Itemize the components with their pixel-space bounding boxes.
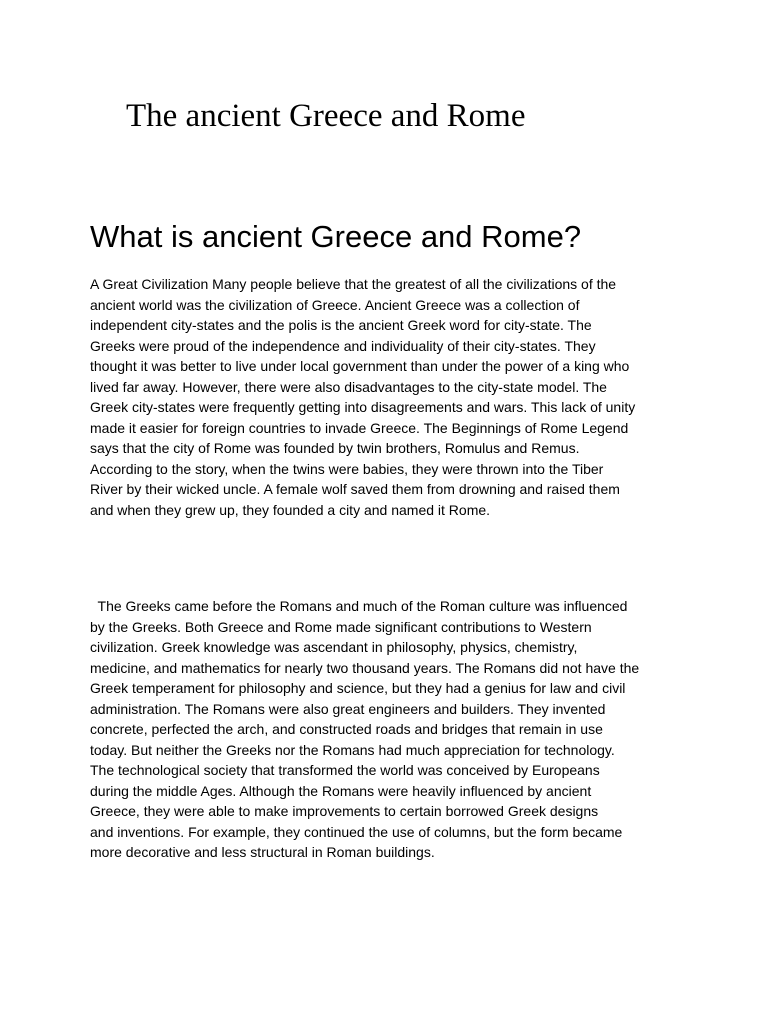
paragraph-line: civilization. Greek knowledge was ascendant in philosophy, physics, chemistry,	[90, 639, 578, 655]
paragraph-line: A Great Civilization Many people believe that the greatest of all the civilizations of the	[90, 276, 617, 292]
section-heading: What is ancient Greece and Rome?	[90, 219, 582, 254]
paragraph-line: says that the city of Rome was founded by twin brothers, Romulus and Remus.	[90, 440, 580, 456]
paragraph-line: today. But neither the Greeks nor the Romans had much appreciation for technology.	[90, 741, 615, 758]
paragraph-1	[90, 274, 690, 520]
paragraph-line: River by their wicked uncle. A female wolf saved them from drowning and raised them	[90, 481, 620, 497]
paragraph-line: thought it was better to live under local government than under the power of a king who	[90, 358, 630, 374]
paragraph-line: lived far away. However, there were also disadvantages to the city-state model. The	[90, 378, 607, 395]
paragraph-line: more decorative and less structural in Roman buildings.	[90, 844, 435, 860]
paragraph-line: Greek city-states were frequently getting into disagreements and wars. This lack of unity	[90, 399, 636, 415]
paragraph-line: The Greeks came before the Romans and much of the Roman culture was influenced	[90, 598, 628, 614]
paragraph-line: and inventions. For example, they continued the use of columns, but the form became	[90, 823, 623, 840]
paragraph-line: medicine, and mathematics for nearly two thousand years. The Romans did not have the	[90, 659, 640, 676]
paragraph-line: Greek temperament for philosophy and science, but they had a genius for law and civil	[90, 680, 626, 696]
paragraph-line: by the Greeks. Both Greece and Rome made significant contributions to Western	[90, 618, 592, 635]
document-title: The ancient Greece and Rome	[126, 98, 526, 134]
paragraph-line: According to the story, when the twins were babies, they were thrown into the Tiber	[90, 460, 604, 477]
paragraph-line: concrete, perfected the arch, and constructed roads and bridges that remain in use	[90, 721, 603, 737]
paragraph-line: Greece, they were able to make improvements to certain borrowed Greek designs	[90, 803, 599, 819]
paragraph-line: independent city-states and the polis is the ancient Greek word for city-state. The	[90, 317, 592, 333]
paragraph-line: ancient world was the civilization of Greece. Ancient Greece was a collection of	[90, 296, 580, 313]
paragraph-line: The technological society that transformed the world was conceived by Europeans	[90, 762, 600, 778]
paragraph-2	[90, 596, 690, 863]
paragraph-line: made it easier for foreign countries to invade Greece. The Beginnings of Rome Legend	[90, 419, 629, 436]
paragraph-line: and when they grew up, they founded a city and named it Rome.	[90, 501, 491, 518]
paragraph-line: Greeks were proud of the independence and individuality of their city-states. They	[90, 337, 596, 354]
paragraph-line: administration. The Romans were also great engineers and builders. They invented	[90, 700, 606, 717]
paragraph-line: during the middle Ages. Although the Romans were heavily influenced by ancient	[90, 782, 592, 799]
